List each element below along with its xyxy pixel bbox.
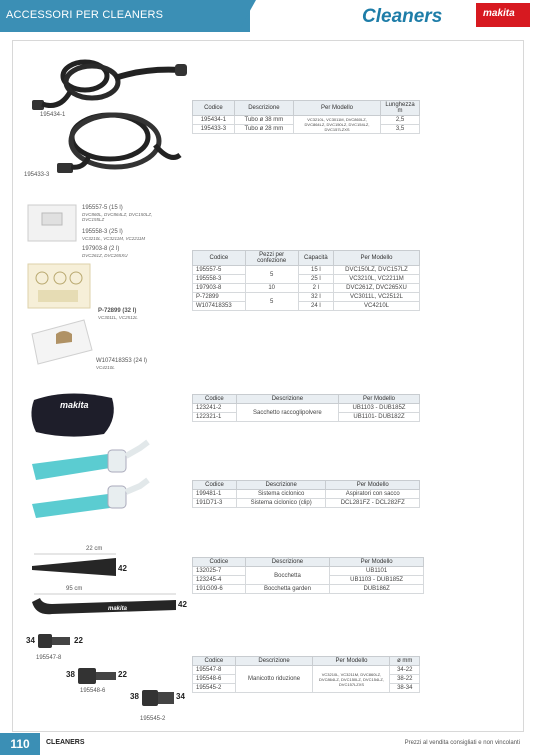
bag-model: VC3210L, VC2211M (334, 275, 420, 284)
bag-models-5: VC4210L (96, 365, 115, 370)
bag-model: VC3011L, VC2512L (334, 293, 420, 302)
table-row (193, 116, 420, 125)
reducer-diameter: 38-22 (390, 675, 420, 684)
reducer-desc: Manicotto riduzione (235, 666, 313, 693)
nozzle-length-2: 95 cm (66, 586, 83, 592)
table-row (193, 585, 424, 594)
bag-code-2: 195558-3 (25 l) (82, 229, 123, 235)
reducer-label-3: 195545-2 (140, 716, 166, 722)
hose-code: 195434-1 (193, 116, 235, 125)
reducer-diameter: 38-34 (390, 684, 420, 693)
nozzle-image-2 (30, 592, 180, 622)
cyclone-code: 191D71-3 (193, 499, 237, 508)
footer (0, 733, 534, 755)
bag-code-4: P-72899 (32 l) (98, 308, 137, 314)
reducer-image-3 (142, 688, 178, 708)
reducer-diameter: 34-22 (390, 666, 420, 675)
logo-text: makita (483, 8, 515, 19)
cyclone-image (28, 440, 158, 518)
makita-logo (476, 3, 530, 27)
bag-th-qty: Pezzi per confezione (245, 251, 298, 266)
reducer-dim-34b: 34 (176, 692, 185, 701)
reducer-dim-38b: 38 (130, 692, 139, 701)
bag-code: 195558-3 (193, 275, 246, 284)
bag-code-1: 195557-5 (15 l) (82, 205, 123, 211)
bag-capacity: 25 l (298, 275, 333, 284)
bag-qty: 5 (245, 293, 298, 311)
nozzle-model: UB1103 - DUB185Z (330, 576, 424, 585)
svg-text:makita: makita (60, 400, 89, 410)
bag-code: 195557-5 (193, 266, 246, 275)
table-row (193, 284, 420, 293)
dust-bag-table (192, 394, 420, 422)
hose-length: 3,5 (381, 125, 420, 134)
bag-capacity: 2 l (298, 284, 333, 293)
bag-capacity: 32 l (298, 293, 333, 302)
footer-section: CLEANERS (46, 739, 85, 746)
reducer-dim-34: 34 (26, 636, 35, 645)
bag-models-2: VC3210L, VC3211M, VC2211M (82, 236, 146, 241)
nozzle-desc: Bocchetta (245, 567, 330, 585)
hose-image-2 (55, 105, 185, 180)
hose-models: VC3210L, VC3011M, DVC860LZ, DVC864LZ, DVC150LZ, DVC154LZ, DVC157LZXS (294, 116, 381, 134)
hose-desc: Tubo ø 38 mm (234, 116, 293, 125)
bag-code: P-72899 (193, 293, 246, 302)
reducer-label-1: 195547-8 (36, 655, 62, 661)
dust-desc: Sacchetto raccoglipolvere (236, 404, 338, 422)
hose-th-model: Per Modello (294, 101, 381, 116)
reducer-code: 195547-8 (193, 666, 236, 675)
bag-th-code: Codice (193, 251, 246, 266)
reducer-table (192, 656, 420, 693)
reducer-code: 195548-6 (193, 675, 236, 684)
bag-model: VC4210L (334, 302, 420, 311)
page-title: ACCESSORI PER CLEANERS (6, 9, 164, 21)
table-row (193, 302, 420, 311)
hose-length: 2,5 (381, 116, 420, 125)
nozzle-desc: Bocchetta garden (245, 585, 330, 594)
nozzle-th-code: Codice (193, 558, 246, 567)
table-row (193, 567, 424, 576)
table-row (193, 490, 420, 499)
cyclone-code: 199481-1 (193, 490, 237, 499)
bag-th-capacity: Capacità (298, 251, 333, 266)
nozzle-table (192, 557, 424, 594)
reducer-th-code: Codice (193, 657, 236, 666)
hose-label-2: 195433-3 (24, 172, 50, 178)
bag-code: 197903-8 (193, 284, 246, 293)
filter-bag-image-2 (28, 264, 92, 310)
nozzle-diameter-1: 42 (118, 564, 127, 573)
nozzle-code: 191G09-6 (193, 585, 246, 594)
cyclone-table (192, 480, 420, 508)
table-row (193, 293, 420, 302)
bag-model: DVC261Z, DVC265XU (334, 284, 420, 293)
nozzle-code: 132025-7 (193, 567, 246, 576)
cyclone-th-model: Per Modello (326, 481, 420, 490)
bag-code-5: W107418353 (24 l) (96, 358, 148, 364)
nozzle-model: DUB186Z (330, 585, 424, 594)
brand-title: Cleaners (362, 6, 443, 27)
bag-code-3: 197903-8 (2 l) (82, 246, 120, 252)
nozzle-length-1: 22 cm (86, 546, 103, 552)
hose-table (192, 100, 420, 134)
nozzle-diameter-2: 42 (178, 600, 187, 609)
nozzle-model: UB1101 (330, 567, 424, 576)
dust-code: 123241-2 (193, 404, 237, 413)
hose-desc: Tubo ø 28 mm (234, 125, 293, 134)
cyclone-desc: Sistema ciclonico (clip) (236, 499, 326, 508)
reducer-label-2: 195548-6 (80, 688, 106, 694)
bag-qty: 5 (245, 266, 298, 284)
reducer-th-model: Per Modello (313, 657, 390, 666)
reducer-dim-22b: 22 (118, 670, 127, 679)
table-row (193, 266, 420, 275)
bag-qty: 10 (245, 284, 298, 293)
cyclone-model: DCL281FZ - DCL282FZ (326, 499, 420, 508)
cyclone-th-code: Codice (193, 481, 237, 490)
bag-models-4: VC3011L, VC2512L (98, 315, 138, 320)
reducer-models: VC3210L, VC3211M, DVC860LZ, DVC864LZ, DVC150LZ, DVC154LZ, DVC157LZXS (313, 666, 390, 693)
hose-code: 195433-3 (193, 125, 235, 134)
bag-models-3: DVC261Z, DVC265XU (82, 253, 128, 258)
reducer-dim-38: 38 (66, 670, 75, 679)
header-band-corner (238, 0, 256, 32)
bag-table (192, 250, 420, 311)
cyclone-desc: Sistema ciclonico (236, 490, 326, 499)
bag-model: DVC150LZ, DVC157LZ (334, 266, 420, 275)
dust-model: UB1101- DUB182Z (339, 413, 420, 422)
reducer-th-diameter: ø mm (390, 657, 420, 666)
bag-th-model: Per Modello (334, 251, 420, 266)
hose-th-desc: Descrizione (234, 101, 293, 116)
footer-note: Prezzi al vendita consigliati e non vincolanti (404, 740, 520, 746)
reducer-th-desc: Descrizione (235, 657, 313, 666)
bag-models-1: DVC860L, DVC864LZ, DVC150LZ, DVC155LZ (82, 212, 153, 222)
dust-code: 122321-1 (193, 413, 237, 422)
bag-code: W107418353 (193, 302, 246, 311)
dust-bag-image (28, 388, 118, 438)
bag-capacity: 15 l (298, 266, 333, 275)
dust-th-model: Per Modello (339, 395, 420, 404)
nozzle-th-desc: Descrizione (245, 558, 330, 567)
nozzle-code: 123245-4 (193, 576, 246, 585)
table-row (193, 499, 420, 508)
table-row (193, 404, 420, 413)
filter-bag-image-3 (28, 318, 96, 366)
reducer-code: 195545-2 (193, 684, 236, 693)
reducer-image-2 (78, 666, 120, 686)
reducer-dim-22: 22 (74, 636, 83, 645)
hose-th-code: Codice (193, 101, 235, 116)
table-row (193, 275, 420, 284)
filter-bag-image-1 (28, 205, 78, 245)
table-row (193, 666, 420, 675)
bag-capacity: 24 l (298, 302, 333, 311)
nozzle-th-model: Per Modello (330, 558, 424, 567)
hose-th-length: Lunghezza m (381, 101, 420, 116)
nozzle-image-1 (30, 552, 120, 578)
page-number: 110 (0, 733, 40, 755)
dust-th-code: Codice (193, 395, 237, 404)
cyclone-model: Aspiratori con sacco (326, 490, 420, 499)
hose-label-1: 195434-1 (40, 112, 66, 118)
svg-text:makita: makita (108, 606, 128, 612)
dust-model: UB1103 - DUB185Z (339, 404, 420, 413)
cyclone-th-desc: Descrizione (236, 481, 326, 490)
reducer-image-1 (38, 632, 74, 650)
dust-th-desc: Descrizione (236, 395, 338, 404)
